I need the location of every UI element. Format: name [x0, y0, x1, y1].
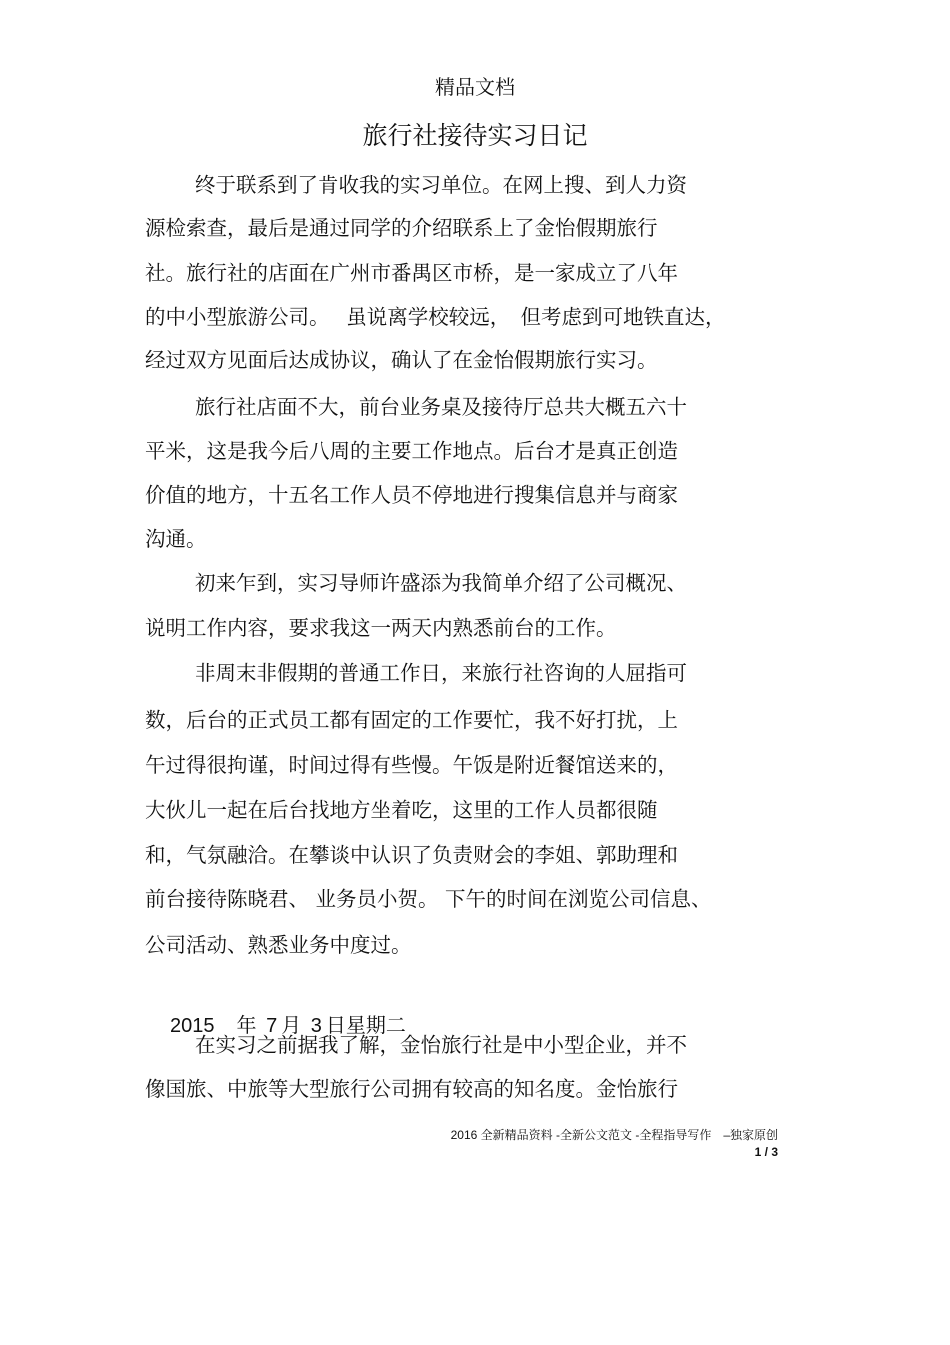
- paragraph-2-line-2: 平米，这是我今后八周的主要工作地点。后台才是真正创造: [145, 439, 678, 463]
- paragraph-1-line-5: 经过双方见面后达成协议，确认了在金怡假期旅行实习。: [145, 348, 658, 372]
- paragraph-4-line-6: 前台接待陈晓君、 业务员小贺。 下午的时间在浏览公司信息、: [145, 887, 712, 911]
- date-year-unit: 年: [236, 1015, 257, 1037]
- page-number: 1 / 3: [754, 1145, 778, 1159]
- paragraph-4-line-1: 非周末非假期的普通工作日，来旅行社咨询的人屈指可: [195, 661, 687, 685]
- page-header: 精品文档: [435, 75, 515, 99]
- date-day: 3: [310, 1015, 322, 1037]
- paragraph-1-line-2: 源检索查，最后是通过同学的介绍联系上了金怡假期旅行: [145, 216, 658, 240]
- date-month-unit: 月: [281, 1015, 302, 1037]
- paragraph-4-line-2: 数，后台的正式员工都有固定的工作要忙，我不好打扰，上: [145, 708, 678, 732]
- date-day-unit: 日星期二: [325, 1015, 406, 1037]
- paragraph-5-line-2: 像国旅、中旅等大型旅行公司拥有较高的知名度。金怡旅行: [145, 1077, 678, 1101]
- paragraph-2-line-4: 沟通。: [145, 527, 207, 551]
- paragraph-2-line-3: 价值的地方，十五名工作人员不停地进行搜集信息并与商家: [145, 483, 678, 507]
- paragraph-4-line-5: 和，气氛融洽。在攀谈中认识了负责财会的李姐、郭助理和: [145, 843, 678, 867]
- page-footer: 2016 全新精品资料 -全新公文范文 -全程指导写作 –独家原创: [450, 1128, 778, 1142]
- date-year: 2015: [170, 1015, 215, 1037]
- paragraph-4-line-7: 公司活动、熟悉业务中度过。: [145, 933, 412, 957]
- paragraph-3-line-2: 说明工作内容，要求我这一两天内熟悉前台的工作。: [145, 616, 617, 640]
- paragraph-1-line-3: 社。旅行社的店面在广州市番禺区市桥，是一家成立了八年: [145, 261, 678, 285]
- date-month: 7: [266, 1015, 278, 1037]
- paragraph-1-line-1: 终于联系到了肯收我的实习单位。在网上搜、到人力资: [195, 173, 687, 197]
- paragraph-2-line-1: 旅行社店面不大，前台业务桌及接待厅总共大概五六十: [195, 395, 687, 419]
- paragraph-5-line-1: 在实习之前据我了解，金怡旅行社是中小型企业，并不: [195, 1033, 687, 1057]
- paragraph-3-line-1: 初来乍到，实习导师许盛添为我简单介绍了公司概况、: [195, 571, 687, 595]
- paragraph-4-line-4: 大伙儿一起在后台找地方坐着吃，这里的工作人员都很随: [145, 798, 658, 822]
- paragraph-4-line-3: 午过得很拘谨，时间过得有些慢。午饭是附近餐馆送来的，: [145, 753, 678, 777]
- document-title: 旅行社接待实习日记: [362, 121, 588, 150]
- paragraph-1-line-4: 的中小型旅游公司。 虽说离学校较远， 但考虑到可地铁直达，: [145, 305, 726, 329]
